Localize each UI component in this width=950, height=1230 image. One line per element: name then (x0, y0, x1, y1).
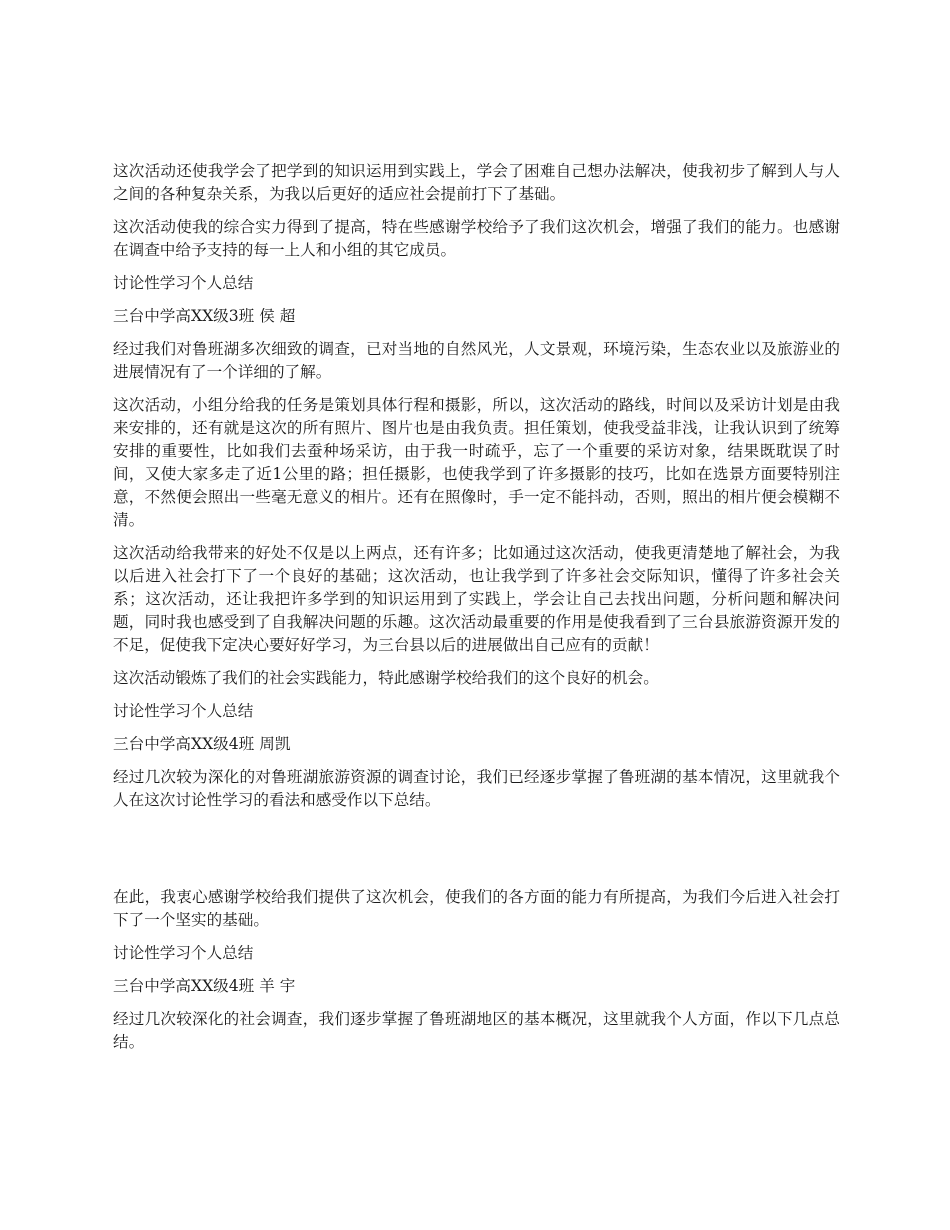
paragraph-social-survey: 经过几次较深化的社会调查，我们逐步掌握了鲁班湖地区的基本概况，这里就我个人方面，作以下几点总结。 (113, 1010, 840, 1051)
paragraph-benefits: 这次活动给我带来的好处不仅是以上两点，还有许多；比如通过这次活动，使我更清楚地了解社会，为我以后进入社会打下了一个良好的基础；这次活动，也让我学到了许多社会交际知识，懂得了许多社会关系；这次活动，还让我把许多学到的知识运用到了实践上，学会让自己去找出问题，分析问题和解决问题，同时我也感受到了自我解决问题的乐趣。这次活动最重要的作用是使我看到了三台县旅游资源开发的不足，促使我下定决心要好好学习，为三台县以后的进展做出自己应有的贡献！ (113, 544, 840, 654)
paragraph-sincere-thanks: 在此，我衷心感谢学校给我们提供了这次机会，使我们的各方面的能力有所提高，为我们今后进入社会打下了一个坚实的基础。 (113, 888, 840, 929)
section-heading-summary-2: 讨论性学习个人总结 (113, 702, 254, 720)
document-page (113, 160, 840, 1064)
blank-gap (113, 822, 840, 886)
paragraph-investigation-intro: 经过我们对鲁班湖多次细致的调查，已对当地的自然风光，人文景观，环境污染，生态农业以及旅游业的进展情况有了一个详细的了解。 (113, 340, 840, 381)
paragraph-practice-skills: 这次活动还使我学会了把学到的知识运用到实践上，学会了困难自己想办法解决，使我初步了解到人与人之间的各种复杂关系，为我以后更好的适应社会提前打下了基础。 (113, 162, 840, 203)
section-heading-summary-3: 讨论性学习个人总结 (113, 944, 254, 962)
author-line-zhou-kai: 三台中学高XX级4班 周凯 (113, 735, 291, 753)
paragraph-tourism-discussion: 经过几次较为深化的对鲁班湖旅游资源的调查讨论，我们已经逐步掌握了鲁班湖的基本情况，这里就我个人在这次讨论性学习的看法和感受作以下总结。 (113, 768, 840, 809)
author-line-yang-yu: 三台中学高XX级4班 羊 宇 (113, 977, 296, 995)
section-heading-summary-1: 讨论性学习个人总结 (113, 274, 254, 292)
paragraph-planning-photography: 这次活动，小组分给我的任务是策划具体行程和摄影，所以，这次活动的路线，时间以及采访计划是由我来安排的，还有就是这次的所有照片、图片也是由我负责。担任策划，使我受益非浅，让我认识到了统筹安排的重要性，比如我们去蚕种场采访，由于我一时疏乎，忘了一个重要的采访对象，结果既耽误了时间，又使大家多走了近1公里的路；担任摄影，也使我学到了许多摄影的技巧，比如在选景方面要特别注意，不然便会照出一些毫无意义的相片。还有在照像时，手一定不能抖动，否则，照出的相片便会模糊不清。 (113, 396, 840, 529)
paragraph-thanks-school: 这次活动使我的综合实力得到了提高，特在些感谢学校给予了我们这次机会，增强了我们的能力。也感谢在调查中给予支持的每一上人和小组的其它成员。 (113, 218, 840, 259)
author-line-hou-chao: 三台中学高XX级3班 侯 超 (113, 307, 296, 325)
paragraph-closing-thanks: 这次活动锻炼了我们的社会实践能力，特此感谢学校给我们的这个良好的机会。 (113, 669, 659, 687)
